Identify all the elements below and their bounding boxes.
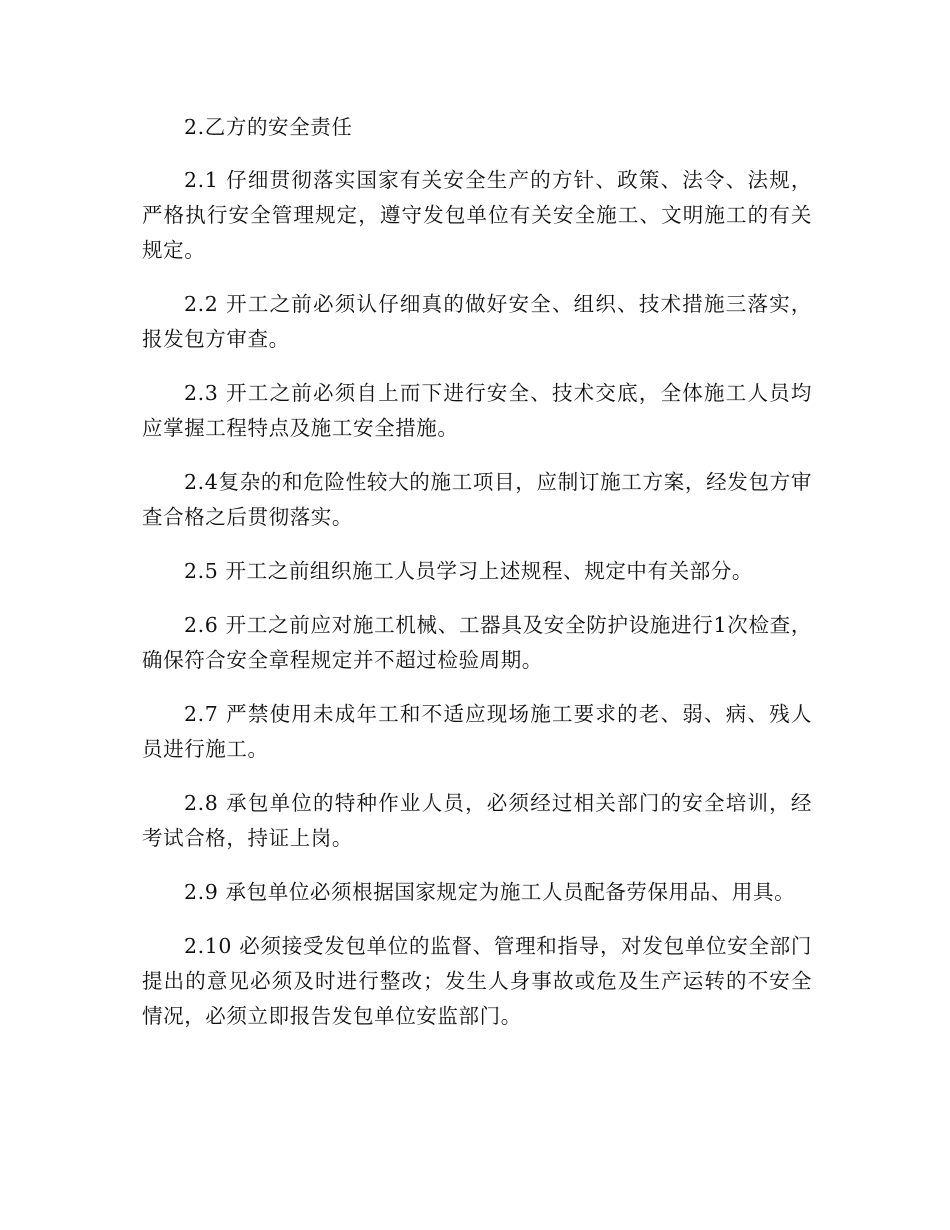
clause-2-3: 2.3 开工之前必须自上而下进行安全、技术交底，全体施工人员均应掌握工程特点及施工安全措施。 [142,381,812,440]
clause-2-5: 2.5 开工之前组织施工人员学习上述规程、规定中有关部分。 [184,559,754,583]
clause-2-4: 2.4复杂的和危险性较大的施工项目，应制订施工方案，经发包方审查合格之后贯彻落实。 [142,470,812,529]
section-heading: 2.乙方的安全责任 [184,115,353,139]
clause-2-8: 2.8 承包单位的特种作业人员，必须经过相关部门的安全培训，经考试合格，持证上岗。 [142,791,812,850]
clause-2-1: 2.1 仔细贯彻落实国家有关安全生产的方针、政策、法令、法规，严格执行安全管理规定，遵守发包单位有关安全施工、文明施工的有关规定。 [142,168,812,262]
document-body [142,110,812,1053]
clause-2-7: 2.7 严禁使用未成年工和不适应现场施工要求的老、弱、病、残人员进行施工。 [142,702,812,761]
clause-2-10: 2.10 必须接受发包单位的监督、管理和指导，对发包单位安全部门提出的意见必须及时进行整改；发生人身事故或危及生产运转的不安全情况，必须立即报告发包单位安监部门。 [142,934,812,1028]
clause-2-6: 2.6 开工之前应对施工机械、工器具及安全防护设施进行1次检查，确保符合安全章程规定并不超过检验周期。 [142,613,812,672]
clause-2-9: 2.9 承包单位必须根据国家规定为施工人员配备劳保用品、用具。 [184,880,796,904]
clause-2-2: 2.2 开工之前必须认仔细真的做好安全、组织、技术措施三落实，报发包方审查。 [142,292,812,351]
